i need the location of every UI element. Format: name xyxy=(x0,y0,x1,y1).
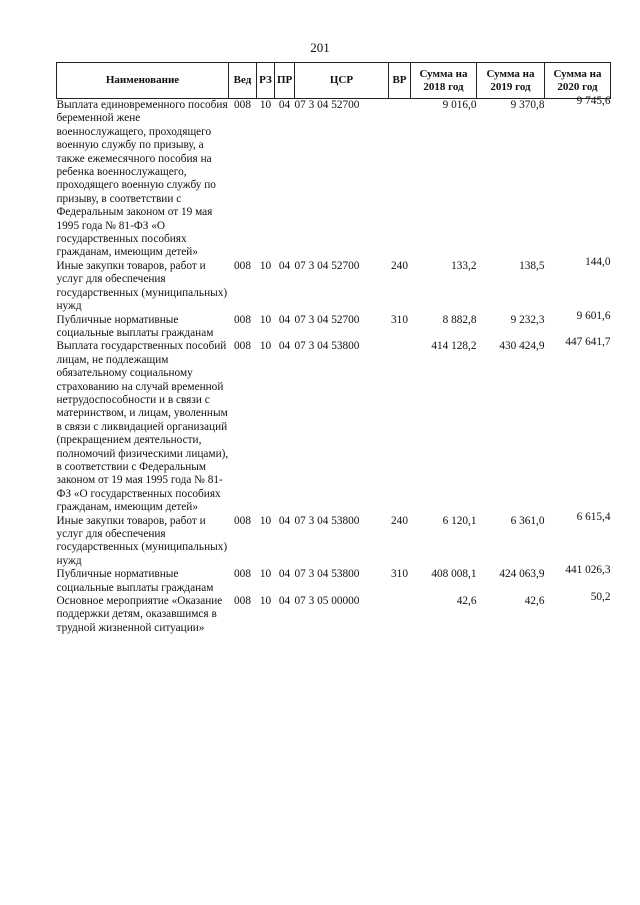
row-sum-2020: 447 641,7 xyxy=(565,336,611,349)
row-name: Выплата государственных пособий лицам, не подлежащим обязательному социальному страхованию на случай временной нетрудоспособности и в связи с материнством, и лицам, уволенным в связи с ликвидацией организаций (прекращением деятельности, полномочий физическими лицами), в соответствии с Федеральным законом от 19 мая 1995 года № 81-ФЗ «О государственных пособиях гражданам, имеющим детей» xyxy=(56,340,229,514)
row-csr: 07 3 04 53800 xyxy=(294,568,360,581)
row-name: Основное мероприятие «Оказание поддержки детям, оказавшимся в трудной жизненной ситуации» xyxy=(56,595,223,634)
header-sum-2020: Сумма на 2020 год xyxy=(545,63,611,99)
table-row xyxy=(57,260,611,314)
row-ved: 008 xyxy=(234,313,251,326)
row-sum-2018: 408 008,1 xyxy=(431,568,477,581)
row-rz: 10 xyxy=(259,259,272,272)
row-pr: 04 xyxy=(278,259,291,272)
row-sum-2018: 42,6 xyxy=(456,595,477,608)
table-row xyxy=(57,340,611,514)
row-vr: 240 xyxy=(391,514,408,527)
header-name: Наименование xyxy=(57,63,229,99)
header-rz: РЗ xyxy=(257,63,275,99)
row-pr: 04 xyxy=(278,568,291,581)
row-sum-2020: 9 745,6 xyxy=(576,95,611,107)
row-csr: 07 3 04 52700 xyxy=(294,99,360,111)
table-row xyxy=(57,515,611,569)
row-ved: 008 xyxy=(234,595,251,608)
row-sum-2020: 9 601,6 xyxy=(576,309,611,322)
table-row xyxy=(57,99,611,260)
row-vr: 310 xyxy=(391,568,408,581)
row-sum-2020: 441 026,3 xyxy=(565,564,611,577)
row-pr: 04 xyxy=(278,99,291,111)
row-csr: 07 3 04 53800 xyxy=(294,514,360,527)
header-csr: ЦСР xyxy=(295,63,389,99)
row-name: Иные закупки товаров, работ и услуг для обеспечения государственных (муниципальных) нужд xyxy=(56,259,228,313)
table-row xyxy=(57,595,611,635)
row-sum-2019: 9 232,3 xyxy=(510,313,545,326)
row-name: Иные закупки товаров, работ и услуг для обеспечения государственных (муниципальных) нужд xyxy=(56,514,228,567)
row-csr: 07 3 04 53800 xyxy=(294,340,360,353)
row-ved: 008 xyxy=(234,568,251,581)
row-sum-2018: 133,2 xyxy=(451,259,477,272)
row-sum-2019: 430 424,9 xyxy=(499,340,545,353)
row-rz: 10 xyxy=(259,313,272,326)
row-ved: 008 xyxy=(234,259,251,272)
row-rz: 10 xyxy=(259,595,272,608)
table-row xyxy=(57,568,611,595)
row-sum-2018: 9 016,0 xyxy=(442,99,477,111)
row-vr: 240 xyxy=(391,259,408,272)
header-sum-2019: Сумма на 2019 год xyxy=(477,63,545,99)
row-ved: 008 xyxy=(234,340,251,353)
row-rz: 10 xyxy=(259,568,272,581)
row-rz: 10 xyxy=(259,514,272,527)
row-pr: 04 xyxy=(278,514,291,527)
row-rz: 10 xyxy=(259,340,272,353)
row-pr: 04 xyxy=(278,340,291,353)
row-sum-2019: 9 370,8 xyxy=(510,99,545,111)
table-header-row xyxy=(57,63,611,99)
row-sum-2018: 6 120,1 xyxy=(442,514,477,527)
row-vr: 310 xyxy=(391,313,408,326)
row-csr: 07 3 05 00000 xyxy=(294,595,360,608)
row-sum-2018: 8 882,8 xyxy=(442,313,477,326)
page-number: 201 xyxy=(310,40,330,55)
row-sum-2019: 138,5 xyxy=(519,259,545,272)
row-sum-2019: 424 063,9 xyxy=(499,568,545,581)
row-name: Публичные нормативные социальные выплаты гражданам xyxy=(56,568,214,594)
table-row xyxy=(57,314,611,341)
row-pr: 04 xyxy=(278,595,291,608)
row-ved: 008 xyxy=(234,514,251,527)
row-name: Публичные нормативные социальные выплаты гражданам xyxy=(56,313,214,339)
row-sum-2020: 6 615,4 xyxy=(576,510,611,523)
row-vr xyxy=(389,340,411,514)
row-sum-2019: 42,6 xyxy=(524,595,545,608)
row-ved: 008 xyxy=(234,99,251,111)
row-sum-2019: 6 361,0 xyxy=(510,514,545,527)
row-sum-2018: 414 128,2 xyxy=(431,340,477,353)
row-vr xyxy=(389,99,411,260)
row-pr: 04 xyxy=(278,313,291,326)
header-ved: Вед xyxy=(229,63,257,99)
row-vr xyxy=(389,595,411,635)
row-sum-2020: 50,2 xyxy=(590,591,611,604)
row-rz: 10 xyxy=(259,99,272,111)
header-sum-2018: Сумма на 2018 год xyxy=(411,63,477,99)
row-sum-2020: 144,0 xyxy=(585,255,611,268)
budget-table xyxy=(56,62,611,635)
header-pr: ПР xyxy=(275,63,295,99)
row-csr: 07 3 04 52700 xyxy=(294,313,360,326)
row-csr: 07 3 04 52700 xyxy=(294,259,360,272)
row-name: Выплата единовременного пособия беременной жене военнослужащего, проходящего военную службу по призыву, а также ежемесячного пособия на ребенка военнослужащего, проходящего военную службу по призыву, в соответствии с Федеральным законом от 19 мая 1995 года № 81-ФЗ «О государственных пособиях гражданам, имеющим детей» xyxy=(56,99,228,259)
header-vr: ВР xyxy=(389,63,411,99)
